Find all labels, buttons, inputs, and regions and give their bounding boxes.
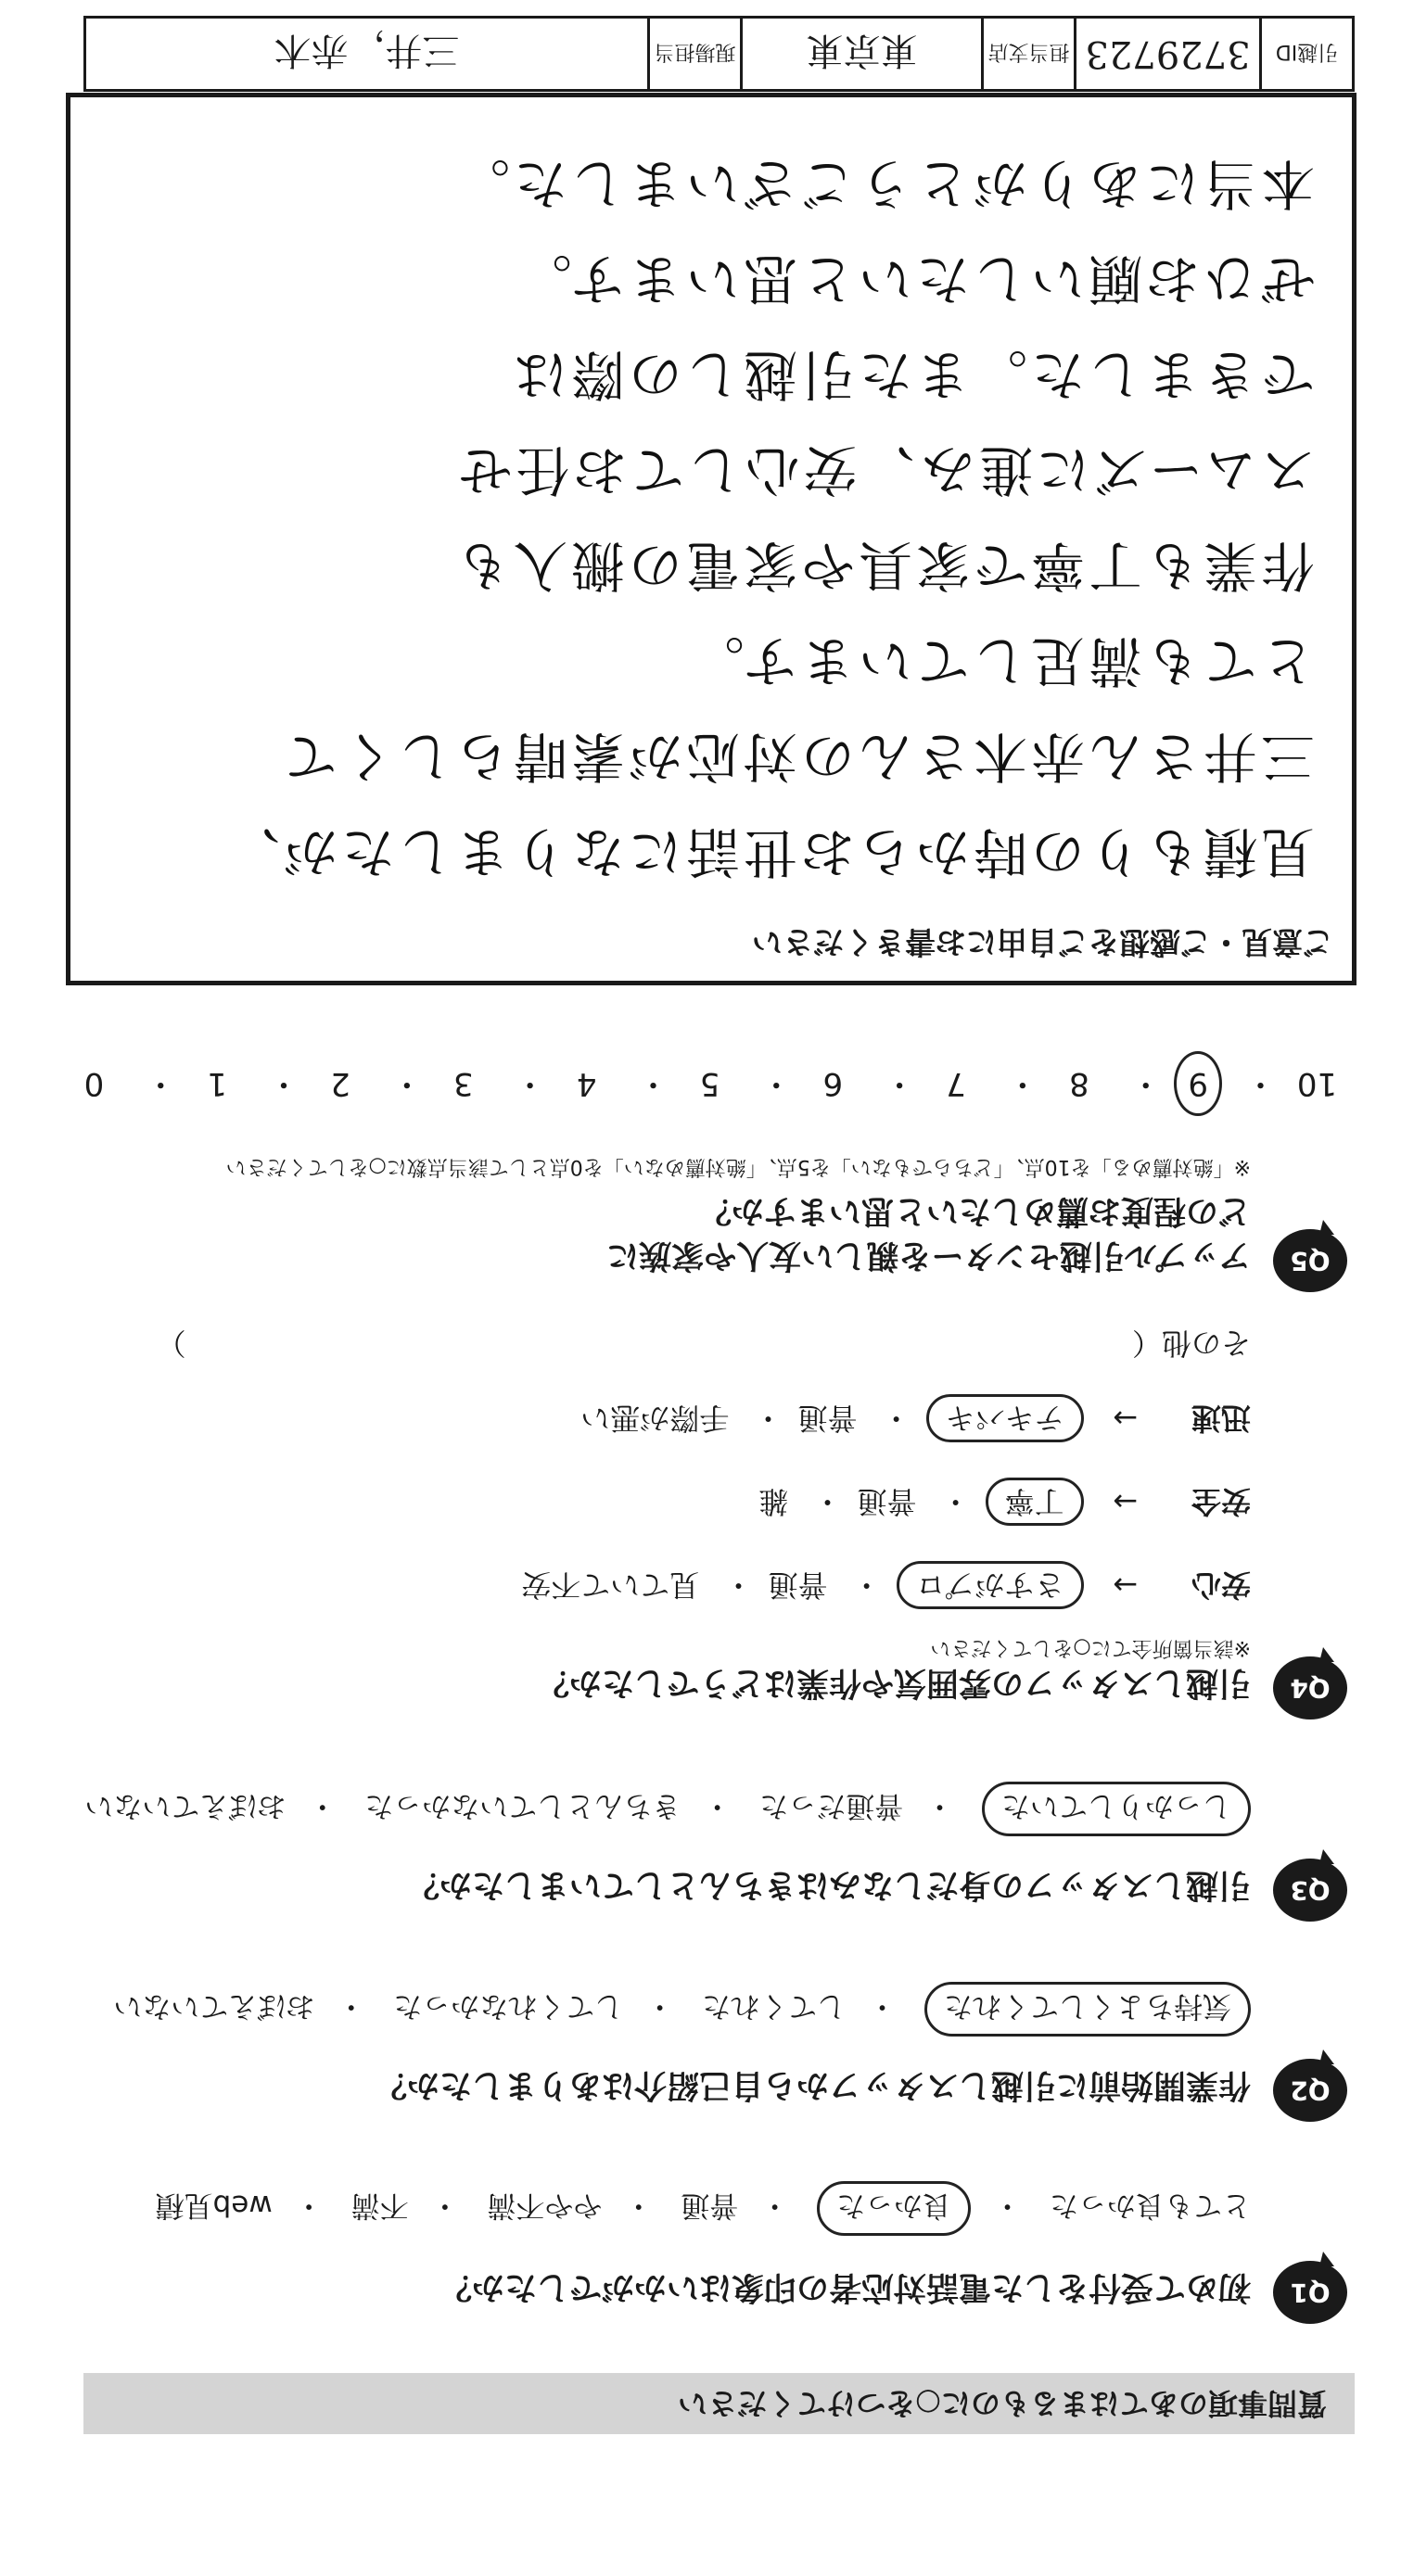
q5-text-line2: どの程度お薦めしたいと思いますか？ bbox=[698, 1192, 1251, 1229]
comments-title: ご意見・ご感想をご自由にお書きください bbox=[752, 924, 1333, 960]
score-2[interactable]: 2 bbox=[330, 1065, 350, 1102]
id-row bbox=[83, 16, 1355, 92]
q4-text: 引越しスタッフの雰囲気や作業はどうでしたか？ bbox=[536, 1664, 1251, 1701]
question-2 bbox=[68, 1983, 1347, 2122]
question-4 bbox=[68, 1395, 1347, 1719]
instruction-band: 質問事項のあてはまるものに○をつけてください bbox=[83, 2373, 1355, 2434]
q4-anzen-option[interactable]: 雑 bbox=[758, 1484, 789, 1519]
comment-line: とても満足しています。 bbox=[686, 629, 1315, 692]
q2-option[interactable]: おぼえていない bbox=[113, 1989, 315, 2023]
q4-row-label: 安全 bbox=[1191, 1484, 1251, 1519]
q5-badge: Q5 bbox=[1273, 1229, 1347, 1292]
q4-other bbox=[157, 1324, 1251, 1366]
score-0[interactable]: 0 bbox=[83, 1065, 105, 1102]
score-7[interactable]: 7 bbox=[946, 1065, 966, 1102]
q4-row-jinsoku: 迅速 → テキパキ・ 普通・ 手際が悪い bbox=[580, 1399, 1251, 1441]
q1-text: 初めて受付をした電話対応者の印象はいかがでしたか？ bbox=[439, 2268, 1251, 2305]
q3-options: しっかりしていた・ 普通だった・ きちんとしていなかった・ おぼえていない bbox=[71, 1782, 1251, 1836]
q1-option[interactable]: web見積 bbox=[155, 2189, 273, 2222]
score-6[interactable]: 6 bbox=[822, 1065, 844, 1102]
q4-row-anshin: 安心 → さすがプロ・ 普通・ 見ていて不安 bbox=[521, 1566, 1251, 1608]
q4-other-close: ） bbox=[156, 1326, 186, 1361]
q5-text-line1: アップル引越センターを親しい友人や家族に bbox=[606, 1237, 1251, 1274]
q2-option[interactable]: してくれなかった bbox=[393, 1989, 624, 2023]
question-1 bbox=[68, 2185, 1347, 2324]
q3-option[interactable]: きちんとしていなかった bbox=[364, 1789, 681, 1822]
comment-line: ぜひお願いしたいと思います。 bbox=[514, 247, 1315, 311]
score-3[interactable]: 3 bbox=[453, 1065, 474, 1102]
q4-jinsoku-selected[interactable]: テキパキ bbox=[926, 1394, 1084, 1442]
id-label: 引越ID bbox=[1259, 19, 1352, 89]
q4-anshin-selected[interactable]: さすがプロ bbox=[897, 1561, 1084, 1609]
q2-badge: Q2 bbox=[1273, 2059, 1347, 2122]
comment-line: 見積もりの時からお世話になりましたが、 bbox=[222, 820, 1315, 883]
id-value[interactable]: 3729723 bbox=[1074, 19, 1259, 89]
score-1[interactable]: 1 bbox=[207, 1065, 228, 1102]
comment-line: 三井さん赤木さんの対応が素晴らしくて bbox=[279, 725, 1315, 788]
q4-jinsoku-option[interactable]: 普通 bbox=[797, 1401, 858, 1436]
q1-options: とても良かった・ 良かった・ 普通・ やや不満・ 不満・ web見積 bbox=[143, 2181, 1251, 2236]
q3-badge: Q3 bbox=[1273, 1859, 1347, 1922]
score-10[interactable]: 10 bbox=[1296, 1065, 1338, 1102]
q2-option[interactable]: してくれた bbox=[702, 1989, 847, 2023]
comment-line: 作業も丁寧で家具や家電の搬入も bbox=[452, 534, 1315, 597]
q4-row-label: 安心 bbox=[1191, 1567, 1251, 1603]
q2-option-selected[interactable]: 気持ちよくしてくれた bbox=[924, 1982, 1251, 2037]
q4-other-label: その他（ bbox=[1131, 1326, 1251, 1361]
q4-badge: Q4 bbox=[1273, 1656, 1347, 1719]
comment-line: できました。また引越しの際は bbox=[509, 343, 1315, 406]
q2-text: 作業開始前に引越しスタッフから自己紹介はありましたか？ bbox=[374, 2066, 1251, 2103]
score-5[interactable]: 5 bbox=[699, 1065, 720, 1102]
q4-row-anzen: 安全 → 丁寧・ 普通・ 雑 bbox=[758, 1482, 1251, 1525]
q4-jinsoku-option[interactable]: 手際が悪い bbox=[580, 1401, 730, 1436]
score-8[interactable]: 8 bbox=[1069, 1065, 1089, 1102]
q3-option[interactable]: 普通だった bbox=[759, 1789, 904, 1822]
score-4[interactable]: 4 bbox=[576, 1065, 597, 1102]
q3-text: 引越しスタッフの身だしなみはきちんとしていましたか？ bbox=[406, 1866, 1251, 1903]
comments-handwriting bbox=[109, 135, 1315, 899]
q1-badge: Q1 bbox=[1273, 2261, 1347, 2324]
q1-option[interactable]: やや不満 bbox=[487, 2189, 603, 2222]
q4-row-label: 迅速 bbox=[1191, 1401, 1251, 1436]
q4-anshin-option[interactable]: 普通 bbox=[768, 1567, 828, 1603]
score-9-selected[interactable]: 9 bbox=[1174, 1051, 1222, 1116]
branch-value[interactable]: 東京東 bbox=[740, 19, 981, 89]
q4-anshin-option[interactable]: 見ていて不安 bbox=[521, 1567, 700, 1603]
q5-scale: 10・ 9・ 8・ 7・ 6・ 5・ 4・ 3・ 2・ 1・ 0 bbox=[66, 1051, 1345, 1116]
q2-options: 気持ちよくしてくれた・ してくれた・ してくれなかった・ おぼえていない bbox=[100, 1982, 1251, 2037]
q1-option-selected[interactable]: 良かった bbox=[817, 2181, 971, 2236]
comments-box[interactable] bbox=[66, 93, 1356, 985]
q3-option-selected[interactable]: しっかりしていた bbox=[982, 1782, 1251, 1836]
staff-value[interactable]: 三井，赤木 bbox=[274, 29, 460, 72]
q1-option[interactable]: 不満 bbox=[350, 2189, 409, 2222]
q1-option[interactable]: 普通 bbox=[681, 2189, 739, 2222]
question-3 bbox=[68, 1783, 1347, 1922]
q4-anzen-option[interactable]: 普通 bbox=[857, 1484, 917, 1519]
q4-note: ※該当箇所全てに○をしてください bbox=[930, 1636, 1251, 1659]
branch-label: 担当支店 bbox=[981, 19, 1074, 89]
q5-note: ※「絶対薦める」を10点、「どちらでもない」を5点、「絶対薦めない」を0点として該当点数に○をしてください bbox=[225, 1155, 1251, 1178]
comment-line: スムーズに進み、安心してお任せ bbox=[454, 438, 1315, 501]
q1-option[interactable]: とても良かった bbox=[1050, 2189, 1251, 2222]
question-5 bbox=[68, 1135, 1347, 1292]
q4-anzen-selected[interactable]: 丁寧 bbox=[986, 1478, 1084, 1526]
staff-label: 現場担当 bbox=[647, 19, 740, 89]
q3-option[interactable]: おぼえていない bbox=[84, 1789, 287, 1822]
comment-line: 本当にありがとうございました。 bbox=[452, 152, 1315, 215]
